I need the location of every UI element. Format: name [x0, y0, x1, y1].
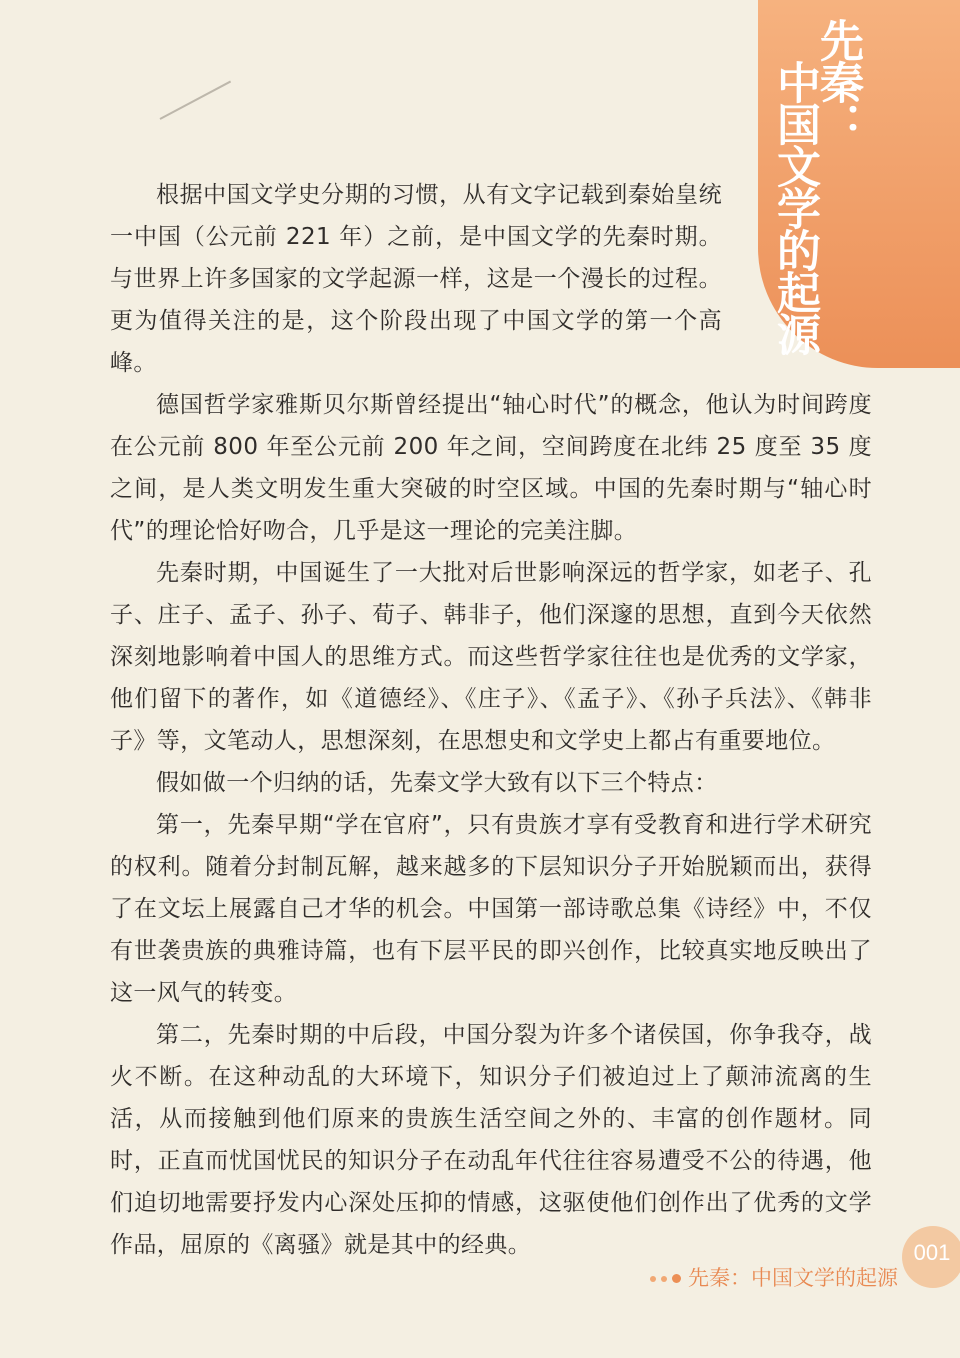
chapter-title-line1: 先秦： — [812, 18, 863, 144]
body-text — [110, 174, 872, 1266]
page-number: 001 — [913, 1240, 951, 1265]
paragraph-2: 德国哲学家雅斯贝尔斯曾经提出“轴心时代”的概念，他认为时间跨度在公元前 800 年至公元前 200 年之间，空间跨度在北纬 25 度至 35 度之间，是人类文明发生重大突破的时空区域。中国的先秦时期与“轴心时代”的理论恰好吻合，几乎是这一理论的完美注脚。 — [110, 392, 872, 544]
paragraph-5: 第一，先秦早期“学在官府”，只有贵族才享有受教育和进行学术研究的权利。随着分封制瓦解，越来越多的下层知识分子开始脱颖而出，获得了在文坛上展露自己才华的机会。中国第一部诗歌总集《诗经》中，不仅有世袭贵族的典雅诗篇，也有下层平民的即兴创作，比较真实地反映出了这一风气的转变。 — [110, 812, 872, 1006]
paragraph-4: 假如做一个归纳的话，先秦文学大致有以下三个特点： — [156, 770, 718, 796]
footer-dots-icon — [650, 1268, 686, 1282]
paragraph-3: 先秦时期，中国诞生了一大批对后世影响深远的哲学家，如老子、孔子、庄子、孟子、孙子、荀子、韩非子，他们深邃的思想，直到今天依然深刻地影响着中国人的思维方式。而这些哲学家往往也是优秀的文学家，他们留下的著作，如《道德经》、《庄子》、《孟子》、《孙子兵法》、《韩非子》等，文笔动人，思想深刻，在思想史和文学史上都占有重要地位。 — [110, 560, 872, 754]
chapter-title-line2: 中国文学的起源 — [769, 60, 820, 354]
paragraph-1: 根据中国文学史分期的习惯，从有文字记载到秦始皇统一中国（公元前 221 年）之前，是中国文学的先秦时期。与世界上许多国家的文学起源一样，这是一个漫长的过程。更为值得关注的是，这个阶段出现了中国文学的第一个高峰。 — [110, 182, 722, 376]
running-title: 先秦：中国文学的起源 — [688, 1266, 898, 1290]
paragraph-6: 第二，先秦时期的中后段，中国分裂为许多个诸侯国，你争我夺，战火不断。在这种动乱的大环境下，知识分子们被迫过上了颠沛流离的生活，从而接触到他们原来的贵族生活空间之外的、丰富的创作题材。同时，正直而忧国忧民的知识分子在动乱年代往往容易遭受不公的待遇，他们迫切地需要抒发内心深处压抑的情感，这驱使他们创作出了优秀的文学作品，屈原的《离骚》就是其中的经典。 — [110, 1022, 872, 1258]
pencil-stroke — [160, 81, 232, 120]
